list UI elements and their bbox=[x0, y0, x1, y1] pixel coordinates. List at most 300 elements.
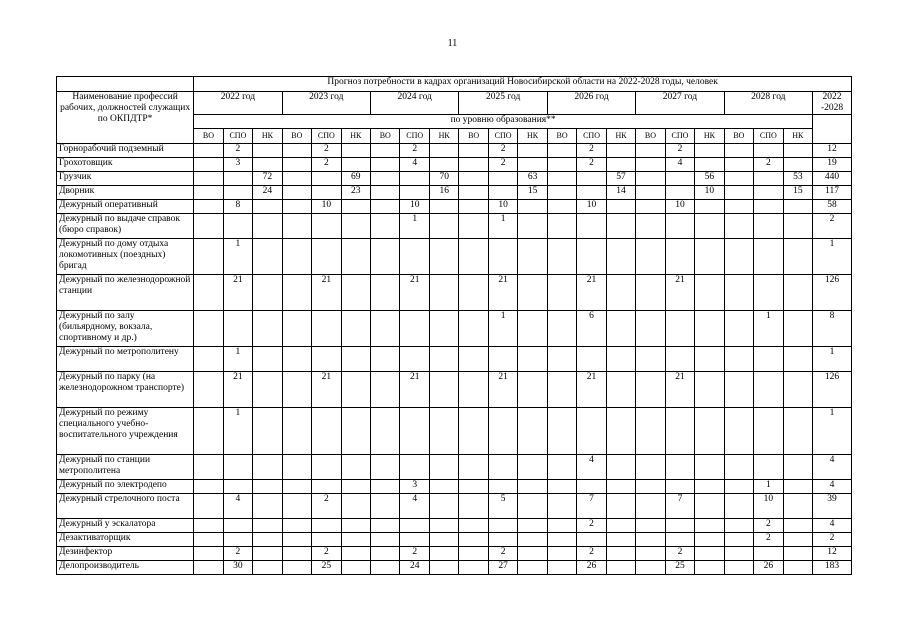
value-cell: 2 bbox=[488, 547, 517, 561]
value-cell bbox=[606, 158, 635, 172]
value-cell bbox=[783, 239, 812, 275]
table-row bbox=[57, 275, 852, 311]
value-cell bbox=[636, 275, 665, 311]
value-cell bbox=[665, 408, 694, 455]
value-cell bbox=[223, 519, 252, 533]
value-cell bbox=[429, 311, 458, 347]
value-cell bbox=[488, 533, 517, 547]
value-cell bbox=[783, 494, 812, 519]
value-cell bbox=[312, 347, 341, 372]
value-cell bbox=[429, 455, 458, 480]
total-header: 2022 -2028 bbox=[813, 92, 852, 115]
value-cell bbox=[194, 172, 223, 186]
value-cell bbox=[488, 347, 517, 372]
table-row bbox=[57, 158, 852, 172]
value-cell: 2 bbox=[577, 158, 606, 172]
value-cell bbox=[518, 480, 547, 494]
forecast-table bbox=[56, 76, 852, 575]
value-cell bbox=[665, 239, 694, 275]
value-cell: 3 bbox=[223, 158, 252, 172]
value-cell bbox=[400, 519, 429, 533]
value-cell bbox=[636, 547, 665, 561]
value-cell bbox=[429, 200, 458, 214]
value-cell bbox=[488, 172, 517, 186]
profession-name: Дежурный по электродепо bbox=[57, 480, 194, 494]
value-cell: 25 bbox=[665, 561, 694, 575]
value-cell bbox=[606, 311, 635, 347]
value-cell bbox=[518, 547, 547, 561]
value-cell bbox=[253, 372, 282, 408]
value-cell bbox=[724, 275, 753, 311]
education-level-header: по уровню образования** bbox=[194, 115, 813, 129]
value-cell: 8 bbox=[223, 200, 252, 214]
value-cell: 72 bbox=[253, 172, 282, 186]
value-cell bbox=[783, 275, 812, 311]
value-cell bbox=[695, 347, 724, 372]
total-cell: 1 bbox=[813, 408, 852, 455]
value-cell bbox=[754, 186, 783, 200]
profession-name: Грузчик bbox=[57, 172, 194, 186]
value-cell bbox=[636, 494, 665, 519]
value-cell bbox=[312, 311, 341, 347]
value-cell bbox=[312, 533, 341, 547]
value-cell bbox=[341, 158, 370, 172]
value-cell bbox=[636, 519, 665, 533]
level-label: СПО bbox=[754, 129, 783, 144]
level-label: ВО bbox=[724, 129, 753, 144]
value-cell bbox=[429, 214, 458, 239]
value-cell bbox=[783, 408, 812, 455]
value-cell: 1 bbox=[754, 480, 783, 494]
value-cell bbox=[429, 158, 458, 172]
value-cell bbox=[783, 519, 812, 533]
value-cell bbox=[429, 408, 458, 455]
profession-name: Грохотовщик bbox=[57, 158, 194, 172]
value-cell bbox=[341, 561, 370, 575]
value-cell: 24 bbox=[253, 186, 282, 200]
value-cell bbox=[577, 172, 606, 186]
value-cell bbox=[253, 347, 282, 372]
value-cell bbox=[371, 214, 400, 239]
value-cell bbox=[371, 311, 400, 347]
value-cell bbox=[282, 172, 311, 186]
value-cell bbox=[754, 455, 783, 480]
value-cell bbox=[282, 200, 311, 214]
profession-name: Дезинфектор bbox=[57, 547, 194, 561]
value-cell bbox=[400, 533, 429, 547]
value-cell bbox=[194, 347, 223, 372]
table-row bbox=[57, 533, 852, 547]
value-cell bbox=[783, 547, 812, 561]
value-cell: 10 bbox=[312, 200, 341, 214]
value-cell bbox=[724, 347, 753, 372]
value-cell bbox=[695, 480, 724, 494]
value-cell bbox=[724, 186, 753, 200]
profession-name: Делопроизводитель bbox=[57, 561, 194, 575]
value-cell bbox=[547, 494, 576, 519]
value-cell bbox=[371, 547, 400, 561]
value-cell bbox=[754, 239, 783, 275]
value-cell: 56 bbox=[695, 172, 724, 186]
value-cell bbox=[518, 455, 547, 480]
value-cell: 2 bbox=[577, 547, 606, 561]
value-cell bbox=[754, 347, 783, 372]
value-cell bbox=[459, 275, 488, 311]
value-cell bbox=[547, 372, 576, 408]
value-cell bbox=[606, 347, 635, 372]
value-cell bbox=[665, 347, 694, 372]
value-cell bbox=[429, 533, 458, 547]
table-row bbox=[57, 186, 852, 200]
value-cell bbox=[606, 239, 635, 275]
value-cell: 4 bbox=[400, 158, 429, 172]
value-cell bbox=[547, 408, 576, 455]
value-cell: 1 bbox=[488, 214, 517, 239]
value-cell: 27 bbox=[488, 561, 517, 575]
value-cell bbox=[253, 494, 282, 519]
value-cell: 2 bbox=[223, 547, 252, 561]
value-cell bbox=[724, 239, 753, 275]
value-cell bbox=[754, 200, 783, 214]
value-cell bbox=[223, 172, 252, 186]
value-cell: 1 bbox=[223, 239, 252, 275]
value-cell bbox=[518, 144, 547, 158]
value-cell bbox=[577, 533, 606, 547]
value-cell bbox=[518, 519, 547, 533]
level-label: ВО bbox=[282, 129, 311, 144]
value-cell: 26 bbox=[577, 561, 606, 575]
value-cell bbox=[341, 239, 370, 275]
value-cell bbox=[253, 200, 282, 214]
value-cell bbox=[194, 494, 223, 519]
value-cell bbox=[577, 214, 606, 239]
value-cell bbox=[665, 455, 694, 480]
value-cell bbox=[459, 455, 488, 480]
profession-name: Дежурный у эскалатора bbox=[57, 519, 194, 533]
value-cell bbox=[312, 214, 341, 239]
value-cell bbox=[371, 186, 400, 200]
value-cell bbox=[636, 172, 665, 186]
value-cell bbox=[253, 239, 282, 275]
value-cell bbox=[695, 455, 724, 480]
value-cell: 1 bbox=[754, 311, 783, 347]
total-cell: 12 bbox=[813, 547, 852, 561]
value-cell bbox=[547, 214, 576, 239]
profession-name: Дежурный по парку (на железнодорожном транспорте) bbox=[57, 372, 194, 408]
value-cell bbox=[282, 144, 311, 158]
value-cell bbox=[695, 561, 724, 575]
value-cell bbox=[194, 239, 223, 275]
value-cell bbox=[253, 561, 282, 575]
value-cell bbox=[783, 214, 812, 239]
value-cell bbox=[400, 311, 429, 347]
value-cell bbox=[429, 239, 458, 275]
value-cell bbox=[429, 547, 458, 561]
total-cell: 1 bbox=[813, 239, 852, 275]
value-cell bbox=[459, 144, 488, 158]
value-cell bbox=[253, 533, 282, 547]
value-cell bbox=[518, 239, 547, 275]
value-cell bbox=[194, 408, 223, 455]
total-cell: 19 bbox=[813, 158, 852, 172]
total-cell: 126 bbox=[813, 275, 852, 311]
value-cell bbox=[282, 519, 311, 533]
value-cell bbox=[695, 547, 724, 561]
value-cell bbox=[282, 239, 311, 275]
value-cell bbox=[371, 533, 400, 547]
value-cell bbox=[724, 200, 753, 214]
value-cell bbox=[459, 311, 488, 347]
value-cell bbox=[371, 372, 400, 408]
value-cell bbox=[695, 494, 724, 519]
value-cell: 4 bbox=[400, 494, 429, 519]
value-cell bbox=[783, 347, 812, 372]
value-cell bbox=[754, 144, 783, 158]
value-cell bbox=[695, 214, 724, 239]
level-label: ВО bbox=[371, 129, 400, 144]
value-cell bbox=[636, 214, 665, 239]
value-cell: 1 bbox=[223, 408, 252, 455]
value-cell bbox=[547, 311, 576, 347]
value-cell bbox=[282, 347, 311, 372]
table-row bbox=[57, 200, 852, 214]
value-cell: 10 bbox=[695, 186, 724, 200]
value-cell bbox=[459, 158, 488, 172]
value-cell bbox=[459, 172, 488, 186]
value-cell bbox=[695, 275, 724, 311]
value-cell bbox=[223, 533, 252, 547]
total-cell: 117 bbox=[813, 186, 852, 200]
value-cell bbox=[253, 455, 282, 480]
value-cell bbox=[459, 519, 488, 533]
value-cell bbox=[724, 519, 753, 533]
value-cell: 69 bbox=[341, 172, 370, 186]
value-cell bbox=[695, 158, 724, 172]
value-cell bbox=[724, 455, 753, 480]
level-label: СПО bbox=[312, 129, 341, 144]
level-label: ВО bbox=[547, 129, 576, 144]
value-cell bbox=[341, 311, 370, 347]
value-cell bbox=[636, 480, 665, 494]
total-cell: 126 bbox=[813, 372, 852, 408]
profession-name: Дежурный по метрополитену bbox=[57, 347, 194, 372]
value-cell bbox=[636, 144, 665, 158]
value-cell bbox=[253, 519, 282, 533]
value-cell: 4 bbox=[665, 158, 694, 172]
value-cell: 4 bbox=[223, 494, 252, 519]
value-cell bbox=[341, 494, 370, 519]
value-cell bbox=[459, 408, 488, 455]
value-cell bbox=[695, 239, 724, 275]
value-cell bbox=[547, 172, 576, 186]
value-cell bbox=[547, 200, 576, 214]
value-cell bbox=[547, 347, 576, 372]
profession-name: Горнорабочий подземный bbox=[57, 144, 194, 158]
value-cell bbox=[665, 214, 694, 239]
total-cell: 8 bbox=[813, 311, 852, 347]
value-cell bbox=[606, 455, 635, 480]
value-cell bbox=[371, 519, 400, 533]
value-cell: 2 bbox=[400, 547, 429, 561]
level-label: НК bbox=[253, 129, 282, 144]
value-cell bbox=[547, 186, 576, 200]
total-cell: 1 bbox=[813, 347, 852, 372]
year-header: 2022 год bbox=[194, 92, 282, 115]
value-cell bbox=[488, 519, 517, 533]
value-cell bbox=[606, 372, 635, 408]
value-cell: 21 bbox=[577, 372, 606, 408]
value-cell bbox=[400, 347, 429, 372]
value-cell bbox=[724, 480, 753, 494]
value-cell bbox=[606, 547, 635, 561]
value-cell bbox=[606, 561, 635, 575]
value-cell bbox=[194, 372, 223, 408]
year-header: 2023 год bbox=[282, 92, 370, 115]
value-cell bbox=[724, 311, 753, 347]
value-cell bbox=[223, 214, 252, 239]
value-cell bbox=[636, 311, 665, 347]
value-cell bbox=[282, 372, 311, 408]
value-cell bbox=[459, 480, 488, 494]
value-cell bbox=[400, 408, 429, 455]
level-label: НК bbox=[429, 129, 458, 144]
value-cell: 63 bbox=[518, 172, 547, 186]
value-cell: 21 bbox=[223, 275, 252, 311]
value-cell: 25 bbox=[312, 561, 341, 575]
value-cell bbox=[194, 311, 223, 347]
table-row bbox=[57, 172, 852, 186]
value-cell bbox=[518, 214, 547, 239]
value-cell bbox=[754, 372, 783, 408]
value-cell bbox=[783, 311, 812, 347]
value-cell: 21 bbox=[312, 372, 341, 408]
value-cell bbox=[400, 239, 429, 275]
value-cell bbox=[547, 275, 576, 311]
value-cell: 24 bbox=[400, 561, 429, 575]
value-cell: 1 bbox=[488, 311, 517, 347]
value-cell bbox=[518, 494, 547, 519]
value-cell bbox=[341, 200, 370, 214]
value-cell bbox=[429, 144, 458, 158]
profession-name: Дворник bbox=[57, 186, 194, 200]
value-cell bbox=[547, 547, 576, 561]
value-cell bbox=[636, 200, 665, 214]
value-cell bbox=[459, 186, 488, 200]
profession-name: Дежурный по режиму специального учебно-воспитательного учреждения bbox=[57, 408, 194, 455]
value-cell bbox=[341, 519, 370, 533]
value-cell bbox=[282, 561, 311, 575]
value-cell: 57 bbox=[606, 172, 635, 186]
value-cell bbox=[371, 275, 400, 311]
value-cell: 2 bbox=[754, 158, 783, 172]
value-cell bbox=[312, 172, 341, 186]
value-cell bbox=[754, 547, 783, 561]
value-cell bbox=[371, 172, 400, 186]
value-cell: 2 bbox=[312, 494, 341, 519]
value-cell bbox=[547, 561, 576, 575]
value-cell: 30 bbox=[223, 561, 252, 575]
value-cell: 1 bbox=[400, 214, 429, 239]
value-cell: 21 bbox=[223, 372, 252, 408]
level-label: СПО bbox=[577, 129, 606, 144]
value-cell: 6 bbox=[577, 311, 606, 347]
value-cell bbox=[459, 214, 488, 239]
value-cell bbox=[488, 239, 517, 275]
value-cell bbox=[606, 144, 635, 158]
blank-cell bbox=[813, 115, 852, 144]
value-cell: 21 bbox=[577, 275, 606, 311]
value-cell bbox=[282, 158, 311, 172]
value-cell bbox=[194, 533, 223, 547]
value-cell bbox=[194, 144, 223, 158]
value-cell: 16 bbox=[429, 186, 458, 200]
value-cell bbox=[223, 186, 252, 200]
value-cell bbox=[547, 455, 576, 480]
value-cell bbox=[606, 275, 635, 311]
value-cell bbox=[312, 519, 341, 533]
value-cell bbox=[783, 480, 812, 494]
value-cell bbox=[371, 480, 400, 494]
total-cell: 2 bbox=[813, 533, 852, 547]
value-cell bbox=[459, 372, 488, 408]
value-cell bbox=[724, 494, 753, 519]
value-cell bbox=[400, 455, 429, 480]
value-cell bbox=[724, 172, 753, 186]
value-cell bbox=[194, 158, 223, 172]
value-cell bbox=[636, 239, 665, 275]
level-label: НК bbox=[341, 129, 370, 144]
value-cell bbox=[724, 158, 753, 172]
value-cell bbox=[194, 480, 223, 494]
profession-name: Дежурный оперативный bbox=[57, 200, 194, 214]
value-cell bbox=[783, 158, 812, 172]
value-cell bbox=[282, 480, 311, 494]
value-cell bbox=[695, 311, 724, 347]
table-row bbox=[57, 311, 852, 347]
total-cell: 4 bbox=[813, 480, 852, 494]
value-cell bbox=[341, 372, 370, 408]
value-cell bbox=[724, 408, 753, 455]
value-cell bbox=[429, 561, 458, 575]
level-label: СПО bbox=[400, 129, 429, 144]
table-row bbox=[57, 347, 852, 372]
value-cell bbox=[577, 347, 606, 372]
value-cell: 7 bbox=[577, 494, 606, 519]
value-cell bbox=[724, 533, 753, 547]
value-cell bbox=[459, 533, 488, 547]
value-cell bbox=[518, 200, 547, 214]
total-cell: 4 bbox=[813, 455, 852, 480]
value-cell: 1 bbox=[223, 347, 252, 372]
value-cell: 14 bbox=[606, 186, 635, 200]
value-cell: 2 bbox=[754, 533, 783, 547]
value-cell bbox=[194, 275, 223, 311]
value-cell bbox=[606, 494, 635, 519]
profession-name: Дежурный по выдаче справок (бюро справок) bbox=[57, 214, 194, 239]
value-cell bbox=[400, 186, 429, 200]
value-cell bbox=[606, 408, 635, 455]
value-cell bbox=[341, 480, 370, 494]
value-cell bbox=[577, 186, 606, 200]
value-cell bbox=[547, 158, 576, 172]
value-cell: 2 bbox=[400, 144, 429, 158]
total-cell: 12 bbox=[813, 144, 852, 158]
value-cell bbox=[724, 547, 753, 561]
value-cell bbox=[341, 547, 370, 561]
value-cell bbox=[636, 158, 665, 172]
value-cell bbox=[783, 533, 812, 547]
page-number: 11 bbox=[447, 38, 458, 49]
